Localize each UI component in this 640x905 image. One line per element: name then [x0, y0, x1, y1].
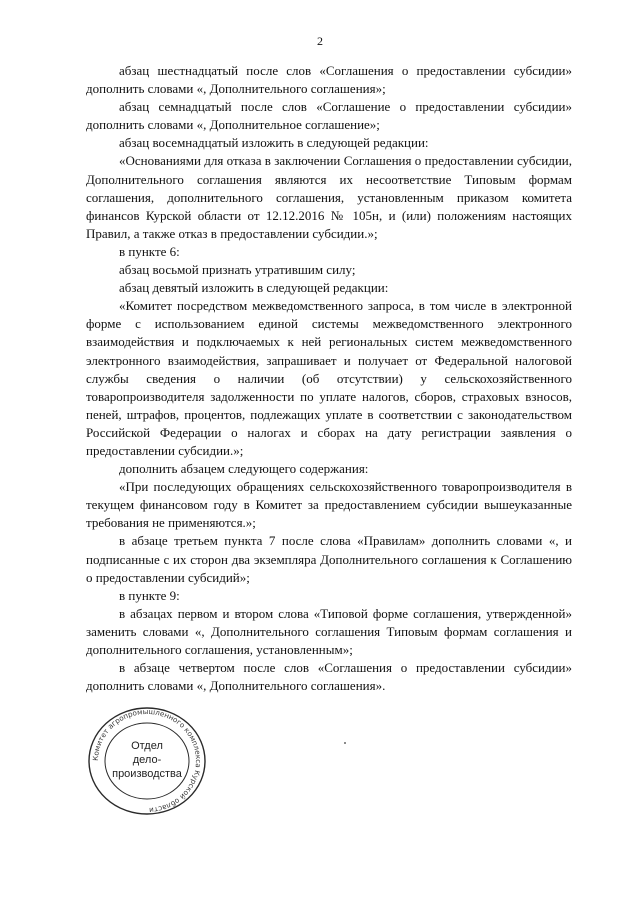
document-body [86, 62, 572, 695]
paragraph-2: абзац семнадцатый после слов «Соглашение о предоставлении субсидии» дополнить словами «, Дополнительное соглашение»; [86, 99, 572, 133]
page-number: 2 [317, 34, 323, 48]
paragraph-8: «Комитет посредством межведомственного запроса, в том числе в электронной форме с использованием единой системы межведомственного электронного взаимодействия и подключаемых к ней региональных систем межведомственного электронного взаимодействия, запрашивает и получает от Федеральной налоговой службы сведения о наличии (об отсутствии) у сельскохозяйственного товаропроизводителя задолженности по уплате налогов, сборов, страховых взносов, пеней, штрафов, процентов, подлежащих уплате в соответствии с законодательством Российской Федерации о налогах и сборах на дату регистрации заявления о предоставлении субсидии.»; [86, 298, 572, 458]
stamp-line-2: дело- [132, 754, 162, 766]
paragraph-9: дополнить абзацем следующего содержания: [119, 461, 369, 477]
office-stamp [86, 706, 208, 816]
paragraph-11: в абзаце третьем пункта 7 после слова «Правилам» дополнить словами «, и подписанные с их сторон два экземпляра Дополнительного соглашения к Соглашению о предоставлении субсидий»; [86, 533, 572, 585]
stamp-line-1: Отдел [131, 740, 163, 752]
paragraph-14: в абзаце четвертом после слов «Соглашения о предоставлении субсидии» дополнить словами «, Дополнительного соглашения». [86, 660, 572, 694]
stamp-label [86, 739, 208, 781]
paragraph-5: в пункте 6: [119, 243, 180, 259]
stamp-ring-text: Комитет агропромышленного комплекса Курской области [90, 706, 204, 816]
stamp-line-3: производства [112, 768, 182, 780]
paragraph-1: абзац шестнадцатый после слов «Соглашения о предоставлении субсидии» дополнить словами «, Дополнительного соглашения»; [86, 63, 572, 97]
paragraph-6: абзац восьмой признать утратившим силу; [119, 262, 356, 278]
paragraph-10: «При последующих обращениях сельскохозяйственного товаропроизводителя в текущем финансовом году в Комитет за предоставлением субсидии вышеуказанные требования не применяются.»; [86, 479, 572, 531]
paragraph-13: в абзацах первом и втором слова «Типовой форме соглашения, утвержденной» заменить словами «, Дополнительного соглашения Типовым формам соглашения и дополнительного соглашения, установленным»; [86, 605, 572, 657]
paragraph-7: абзац девятый изложить в следующей редакции: [119, 280, 389, 296]
scan-speck [344, 742, 346, 744]
paragraph-4: «Основаниями для отказа в заключении Соглашения о предоставлении субсидии, Дополнительного соглашения являются их несоответствие Типовым формам соглашения, дополнительного соглашения, установленным приказом комитета финансов Курской области от 12.12.2016 № 105н, и (или) положениям настоящих Правил, а также отказ в предоставлении субсидии.»; [86, 153, 572, 241]
paragraph-3: абзац восемнадцатый изложить в следующей редакции: [119, 135, 429, 151]
paragraph-12: в пункте 9: [119, 587, 180, 603]
